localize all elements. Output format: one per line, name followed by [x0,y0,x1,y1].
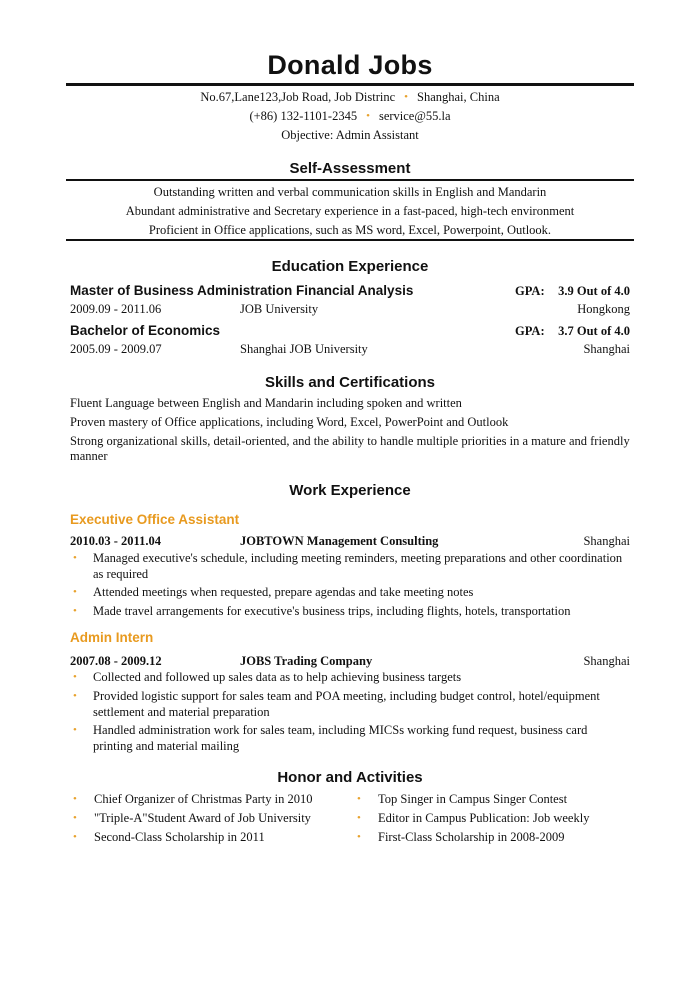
job-location: Shanghai [583,654,630,668]
honor-item [354,791,567,807]
job-bullet [70,688,630,720]
gpa-label: GPA: [515,284,545,298]
bullet-dot-icon: • [73,671,77,683]
skill-line: manner [70,449,108,463]
bullet-dot-icon: • [73,690,77,702]
objective: Objective: Admin Assistant [281,128,419,142]
education-dates: 2005.09 - 2009.07 [70,342,162,356]
self-assessment-line: Outstanding written and verbal communication skills in English and Mandarin [153,185,547,199]
self-assessment-top-rule [66,179,634,181]
school: JOB University [240,302,319,316]
job-bullet-text: Managed executive's schedule, including meeting reminders, meeting preparations and other coordination as required [93,551,623,581]
skill-line: Fluent Language between English and Mandarin including spoken and written [70,396,462,410]
job-bullet [70,584,630,600]
bullet-dot-icon: • [357,793,361,805]
education-location: Hongkong [577,302,630,316]
self-assessment-title: Self-Assessment [289,160,411,177]
bullet-dot-icon: • [73,605,77,617]
honor-text: Chief Organizer of Christmas Party in 2010 [94,792,313,806]
honor-item [70,791,312,807]
address: No.67,Lane123,Job Road, Job Distrinc [200,90,396,104]
job-bullet-text: Made travel arrangements for executive's business trips, including flights, hotels, transportation [93,604,571,618]
job-dates: 2007.08 - 2009.12 [70,654,162,668]
honor-text: "Triple-A"Student Award of Job University [94,811,311,825]
separator-dot-icon: • [404,91,408,103]
bullet-dot-icon: • [73,724,77,736]
honors-title: Honor and Activities [277,769,423,786]
skill-line: Proven mastery of Office applications, including Word, Excel, PowerPoint and Outlook [70,415,509,429]
job-title: Executive Office Assistant [70,512,240,527]
city: Shanghai, China [417,90,500,104]
contact-line-address [0,89,700,106]
company: JOBTOWN Management Consulting [240,534,439,548]
job-bullet [70,722,630,754]
phone: (+86) 132-1101-2345 [249,109,358,123]
honor-text: Editor in Campus Publication: Job weekly [378,811,590,825]
work-title: Work Experience [289,482,411,499]
separator-dot-icon: • [366,110,370,122]
degree: Master of Business Administration Financial Analysis [70,283,414,298]
job-location: Shanghai [583,534,630,548]
education-location: Shanghai [583,342,630,356]
header-rule [66,83,634,86]
self-assessment-line: Abundant administrative and Secretary experience in a fast-paced, high-tech environment [125,204,575,218]
job-bullet-text: Provided logistic support for sales team and POA meeting, including budget control, hotel/equipment settlement and material preparation [93,689,600,719]
education-dates: 2009.09 - 2011.06 [70,302,162,316]
school: Shanghai JOB University [240,342,368,356]
degree: Bachelor of Economics [70,323,221,338]
job-bullet [70,669,630,685]
honor-item [354,829,564,845]
honor-item [354,810,589,826]
gpa-value: 3.7 Out of 4.0 [558,324,630,338]
contact-line-phone [0,108,700,125]
job-bullet-text: Attended meetings when requested, prepare agendas and take meeting notes [93,585,474,599]
bullet-dot-icon: • [73,586,77,598]
job-title: Admin Intern [70,630,154,645]
skills-title: Skills and Certifications [264,374,436,391]
job-bullet-text: Handled administration work for sales team, including MICSs working fund request, business card printing and material mailing [93,723,588,753]
email: service@55.la [378,109,451,123]
bullet-dot-icon: • [357,812,361,824]
bullet-dot-icon: • [357,831,361,843]
honor-text: Second-Class Scholarship in 2011 [94,830,265,844]
bullet-dot-icon: • [73,793,77,805]
company: JOBS Trading Company [240,654,373,668]
job-dates: 2010.03 - 2011.04 [70,534,161,548]
gpa-value: 3.9 Out of 4.0 [558,284,630,298]
self-assessment-bottom-rule [66,239,634,241]
bullet-dot-icon: • [73,552,77,564]
education-title: Education Experience [271,258,429,275]
bullet-dot-icon: • [73,831,77,843]
job-bullet [70,603,630,619]
candidate-name: Donald Jobs [267,50,433,80]
job-bullet-text: Collected and followed up sales data as to help achieving business targets [93,670,462,684]
bullet-dot-icon: • [73,812,77,824]
honor-text: Top Singer in Campus Singer Contest [378,792,568,806]
self-assessment-line: Proficient in Office applications, such as MS word, Excel, Powerpoint, Outlook. [148,223,552,237]
honor-item [70,829,265,845]
honor-text: First-Class Scholarship in 2008-2009 [378,830,565,844]
job-bullet [70,550,630,582]
skill-line: Strong organizational skills, detail-oriented, and the ability to handle multiple priorities in a mature and friendly [70,434,630,448]
honor-item [70,810,311,826]
gpa-label: GPA: [515,324,545,338]
